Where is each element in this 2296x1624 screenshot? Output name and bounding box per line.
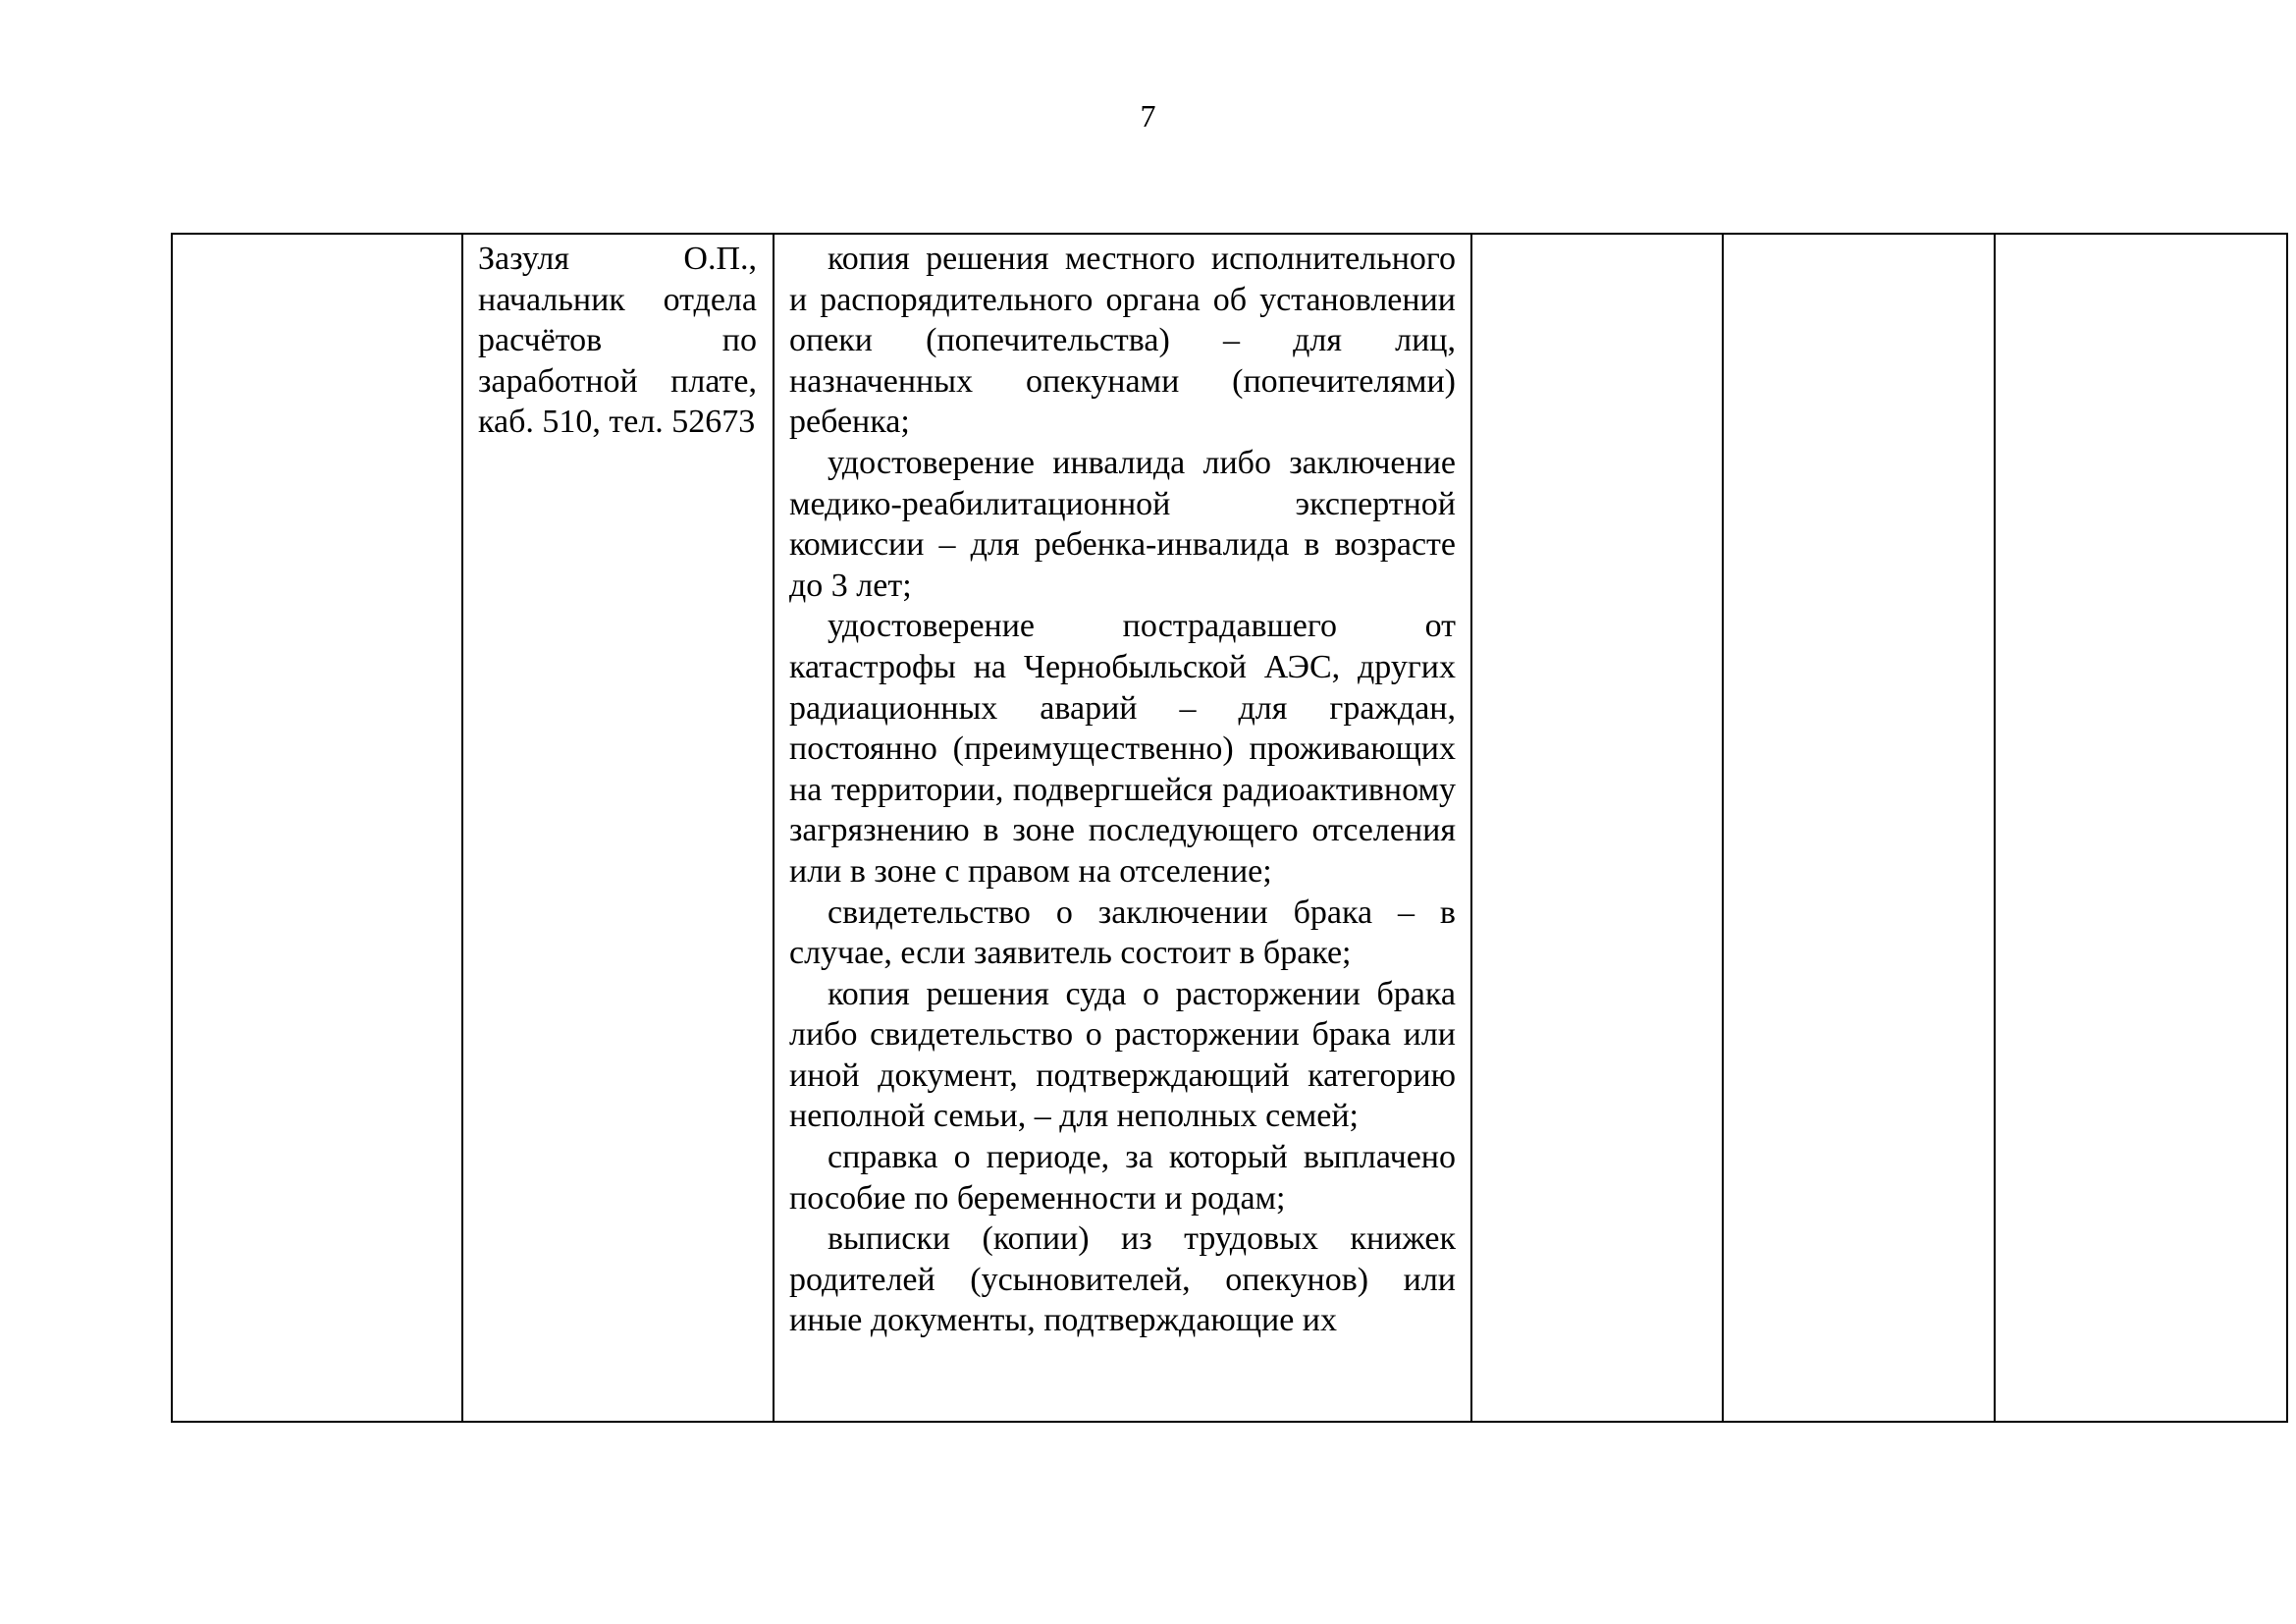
fee-cell bbox=[1471, 234, 1723, 1422]
table-row bbox=[172, 234, 2287, 1422]
document-item: свидетельство о заключении брака – в случае, если заявитель состоит в браке; bbox=[789, 893, 1456, 972]
term-cell bbox=[1723, 234, 1995, 1422]
page-number: 7 bbox=[1140, 98, 1156, 134]
document-item: копия решения местного исполнительного и распорядительного органа об установлении опеки (попечительства) – для лиц, назначенных опекунами (попечителями) ребенка; bbox=[789, 241, 1456, 441]
document-item: удостоверение инвалида либо заключение медико-реабилитационной экспертной комиссии – для ребенка-инвалида в возрасте до 3 лет; bbox=[789, 444, 1456, 604]
document-item: справка о периоде, за который выплачено пособие по беременности и родам; bbox=[789, 1139, 1456, 1217]
procedures-table bbox=[171, 233, 2288, 1423]
validity-cell bbox=[1995, 234, 2287, 1422]
document-item: выписки (копии) из трудовых книжек родителей (усыновителей, опекунов) или иные документы, подтверждающие их bbox=[789, 1220, 1456, 1339]
procedure-name-cell bbox=[172, 234, 462, 1422]
required-documents-cell bbox=[774, 234, 1471, 1422]
document-item: копия решения суда о расторжении брака либо свидетельство о расторжении брака или иной документ, подтверждающий категорию неполной семьи, – для неполных семей; bbox=[789, 975, 1456, 1135]
responsible-contact-cell: Зазуля О.П., начальник отдела расчётов по заработной плате, каб. 510, тел. 52673 bbox=[462, 234, 774, 1422]
document-item: удостоверение пострадавшего от катастрофы на Чернобыльской АЭС, других радиационных аварий – для граждан, постоянно (преимущественно) проживающих на территории, подвергшейся радиоактивному загрязнению в зоне последующего отселения или в зоне с правом на отселение; bbox=[789, 608, 1456, 890]
